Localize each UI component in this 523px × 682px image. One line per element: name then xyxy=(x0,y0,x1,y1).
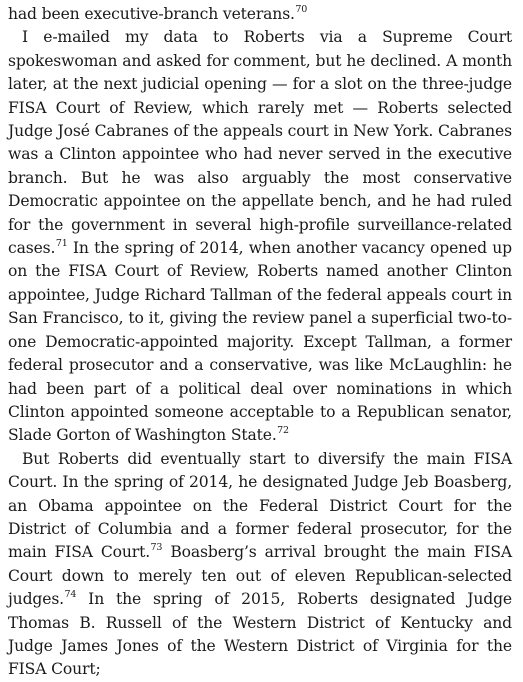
paragraph-text: had been executive-branch veterans. xyxy=(8,5,295,23)
footnote-ref-70: 70 xyxy=(295,3,308,15)
paragraph-2 xyxy=(8,26,512,447)
book-page xyxy=(8,3,512,682)
paragraph-text: I e-mailed my data to Roberts via a Supreme Court spokeswoman and asked for comment, but he declined. A month later, at the next judicial opening — for a slot on the three-judge FISA Court of Review, which rarely met — Roberts selected Judge José Cabranes of the appeals court in New York. Cabranes was a Clinton appointee who had never served in the executive branch. But he was also arguably the most conservative Democratic appointee on the appellate bench, and he had ruled for the government in several high-profile surveillance-related cases. xyxy=(8,28,512,258)
footnote-ref-74: 74 xyxy=(64,588,77,600)
paragraph-text: In the spring of 2014, when another vacancy opened up on the FISA Court of Review, Roberts named another Clinton appointee, Judge Richard Tallman of the federal appeals court in San Francisco, to it, giving the review panel a superficial two-to-one Democratic-appointed majority. Except Tallman, a former federal prosecutor and a conservative, was like McLaughlin: he had been part of a political deal over nominations in which Clinton appointed someone acceptable to a Republican senator, Slade Gorton of Washington State. xyxy=(8,239,512,445)
paragraph-text: Boasberg’s arrival brought the main FISA Court down to merely ten out of eleven Republican-selected judges. xyxy=(8,543,512,609)
paragraph-text: But Roberts did eventually start to diversify the main FISA Court. In the spring of 2014, he designated Judge Jeb Boasberg, an Obama appointee on the Federal District Court for the District of Columbia and a former federal prosecutor, for the main FISA Court. xyxy=(8,449,512,562)
footnote-ref-71: 71 xyxy=(55,237,68,249)
footnote-ref-72: 72 xyxy=(277,425,289,437)
paragraph-1 xyxy=(8,3,512,26)
paragraph-3 xyxy=(8,448,512,682)
footnote-ref-73: 73 xyxy=(150,542,163,554)
paragraph-text: In the spring of 2015, Roberts designated Judge Thomas B. Russell of the Western District of Kentucky and Judge James Jones of the Western District of Virginia for the FISA Court; xyxy=(8,590,512,679)
